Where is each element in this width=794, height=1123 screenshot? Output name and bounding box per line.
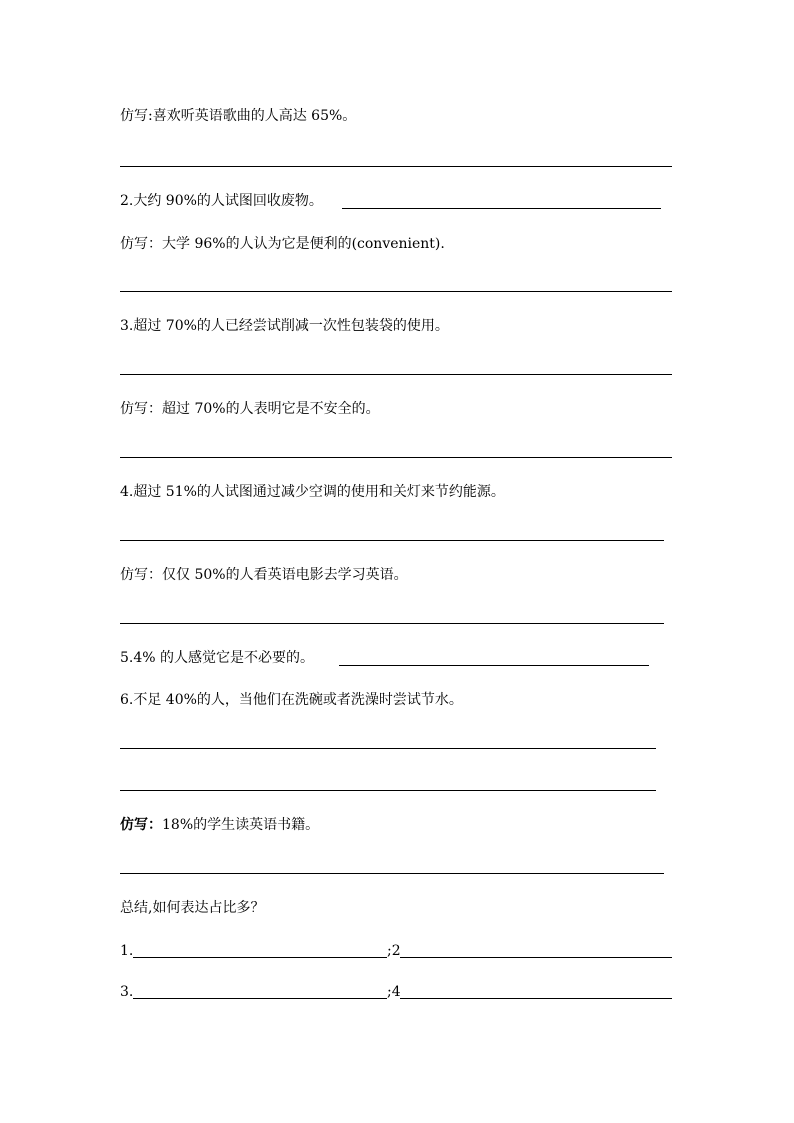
- sentence-2: 2.大约 90%的人试图回收废物。: [120, 193, 323, 209]
- answer-line-7[interactable]: [120, 623, 664, 624]
- answer-line-6[interactable]: [120, 540, 664, 541]
- answer-line-10[interactable]: [120, 790, 656, 791]
- rewrite-prompt-4: 仿写：仅仅 50%的人看英语电影去学习英语。: [120, 567, 408, 583]
- answer-line-8-inline[interactable]: [339, 665, 649, 666]
- summary-line-3[interactable]: [133, 998, 387, 999]
- answer-line-4[interactable]: [120, 374, 672, 375]
- answer-line-2-inline[interactable]: [342, 208, 661, 209]
- answer-line-11[interactable]: [120, 873, 664, 874]
- rewrite-prompt-3: 仿写：超过 70%的人表明它是不安全的。: [120, 401, 380, 417]
- answer-line-9[interactable]: [120, 748, 656, 749]
- sentence-5: 5.4% 的人感觉它是不必要的。: [120, 650, 315, 666]
- sentence-4: 4.超过 51%的人试图通过减少空调的使用和关灯来节约能源。: [120, 484, 505, 500]
- answer-line-1[interactable]: [120, 166, 672, 167]
- summary-item-2-label: ;2: [387, 943, 401, 959]
- rewrite-label: 仿写：: [120, 817, 162, 833]
- sentence-6: 6.不足 40%的人，当他们在洗碗或者洗澡时尝试节水。: [120, 692, 463, 708]
- rewrite-prompt-1: 仿写:喜欢听英语歌曲的人高达 65%。: [120, 108, 357, 124]
- answer-line-5[interactable]: [120, 457, 672, 458]
- summary-item-1-label: 1.: [120, 943, 134, 959]
- summary-line-1[interactable]: [133, 957, 387, 958]
- rewrite-prompt-2: 仿写：大学 96%的人认为它是便利的(convenient).: [120, 236, 445, 252]
- answer-line-3[interactable]: [120, 291, 672, 292]
- summary-question: 总结,如何表达占比多？: [120, 900, 265, 916]
- summary-item-3-label: 3.: [120, 984, 134, 1000]
- summary-line-2[interactable]: [400, 957, 672, 958]
- summary-line-4[interactable]: [400, 998, 672, 999]
- sentence-3: 3.超过 70%的人已经尝试削减一次性包装袋的使用。: [120, 318, 449, 334]
- rewrite-text: 18%的学生读英语书籍。: [162, 817, 320, 833]
- rewrite-prompt-5: [120, 817, 319, 833]
- summary-item-4-label: ;4: [387, 984, 401, 1000]
